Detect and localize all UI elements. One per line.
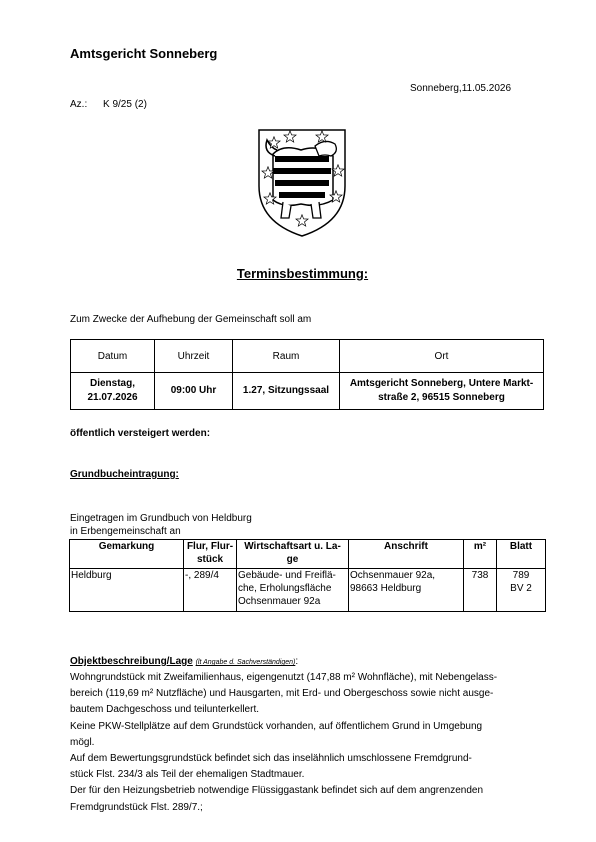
anschrift-line-2: 98663 Heldburg	[350, 583, 422, 594]
object-description-heading	[70, 656, 298, 667]
header-datum: Datum	[71, 340, 155, 373]
header-blatt: Blatt	[497, 540, 546, 569]
blatt-line-2: BV 2	[510, 583, 532, 594]
anschrift-line-1: Ochsenmauer 92a,	[350, 570, 436, 581]
header-flur	[184, 540, 237, 569]
blatt-line-1: 789	[512, 570, 530, 581]
table-header-row	[71, 340, 544, 373]
file-number-label: Az.:	[70, 99, 88, 110]
place-date: Sonneberg,11.05.2026	[410, 83, 512, 94]
art-line-1: Gebäude- und Freiflä-	[238, 570, 336, 581]
place-line-2: straße 2, 96515 Sonneberg	[378, 392, 505, 403]
auction-text: öffentlich versteigert werden:	[70, 428, 211, 439]
intro-text: Zum Zwecke der Aufhebung der Gemeinschaft soll am	[70, 314, 312, 325]
header-ort: Ort	[340, 340, 544, 373]
cell-place	[340, 373, 544, 410]
description-line: bereich (119,69 m² Nutzfläche) und Hausgarten, mit Erd- und Obergeschoss sowie nicht ausge-	[70, 688, 494, 700]
register-line-2: in Erbengemeinschaft an	[70, 526, 181, 537]
header-m2: m²	[464, 540, 497, 569]
cell-gemarkung: Heldburg	[70, 569, 184, 612]
header-wirtschaftsart	[237, 540, 349, 569]
header-anschrift: Anschrift	[349, 540, 464, 569]
page-title: Terminsbestimmung:	[236, 266, 369, 281]
art-line-2: che, Erholungsfläche	[238, 583, 332, 594]
table-header-row	[70, 540, 546, 569]
date-weekday: Dienstag,	[89, 378, 135, 389]
header-gemarkung: Gemarkung	[70, 540, 184, 569]
thuringia-coat-of-arms-icon	[253, 126, 351, 240]
description-line: Wohngrundstück mit Zweifamilienhaus, eigengenutzt (147,88 m² Wohnfläche), mit Nebengelass-	[70, 672, 498, 683]
object-heading-text: Objektbeschreibung/Lage	[70, 656, 193, 667]
description-line: Keine PKW-Stellplätze auf dem Grundstück vorhanden, auf öffentlichem Grund in Umgebung	[70, 720, 483, 732]
register-line-1: Eingetragen im Grundbuch von Heldburg	[70, 513, 252, 524]
object-description	[70, 670, 542, 816]
description-line: Fremdgrundstück Flst. 289/7.;	[70, 801, 203, 813]
table-row	[71, 373, 544, 410]
place-line-1: Amtsgericht Sonneberg, Untere Markt-	[349, 378, 534, 389]
appointment-table	[70, 339, 544, 410]
cell-anschrift	[349, 569, 464, 612]
header-raum: Raum	[233, 340, 340, 373]
court-name: Amtsgericht Sonneberg	[70, 46, 218, 61]
grundbuch-heading: Grundbucheintragung:	[70, 469, 179, 480]
description-line: Auf dem Bewertungsgrundstück befindet sich das inselähnlich umschlossene Fremdgrund-	[70, 753, 472, 765]
cell-blatt	[497, 569, 546, 612]
grundbuch-table	[69, 539, 546, 612]
header-art-2: ge	[286, 554, 299, 565]
cell-wirtschaftsart	[237, 569, 349, 612]
description-line: Der für den Heizungsbetrieb notwendige Flüssiggastank befindet sich auf dem angrenzenden	[70, 785, 484, 797]
cell-m2: 738	[464, 569, 497, 612]
cell-room: 1.27, Sitzungssaal	[233, 373, 340, 410]
cell-date	[71, 373, 155, 410]
header-flur-1: Flur, Flur-	[186, 541, 234, 552]
description-line: bautem Dachgeschoss und teilunterkellert.	[70, 704, 259, 716]
header-art-1: Wirtschaftsart u. La-	[244, 541, 341, 552]
art-line-3: Ochsenmauer 92a	[238, 596, 321, 607]
cell-time: 09:00 Uhr	[155, 373, 233, 410]
date-value: 21.07.2026	[87, 392, 138, 403]
table-row	[70, 569, 546, 612]
cell-flur: -, 289/4	[184, 569, 237, 612]
object-heading-suffix: :	[295, 656, 299, 667]
description-line: mögl.	[70, 736, 95, 748]
header-flur-2: stück	[196, 554, 224, 565]
object-heading-note: (lt Angabe d. Sachverständigen)	[195, 659, 296, 666]
header-uhrzeit: Uhrzeit	[155, 340, 233, 373]
description-line: stück Flst. 234/3 als Teil der ehemaligen Stadtmauer.	[70, 769, 305, 781]
file-number: K 9/25 (2)	[103, 99, 147, 110]
